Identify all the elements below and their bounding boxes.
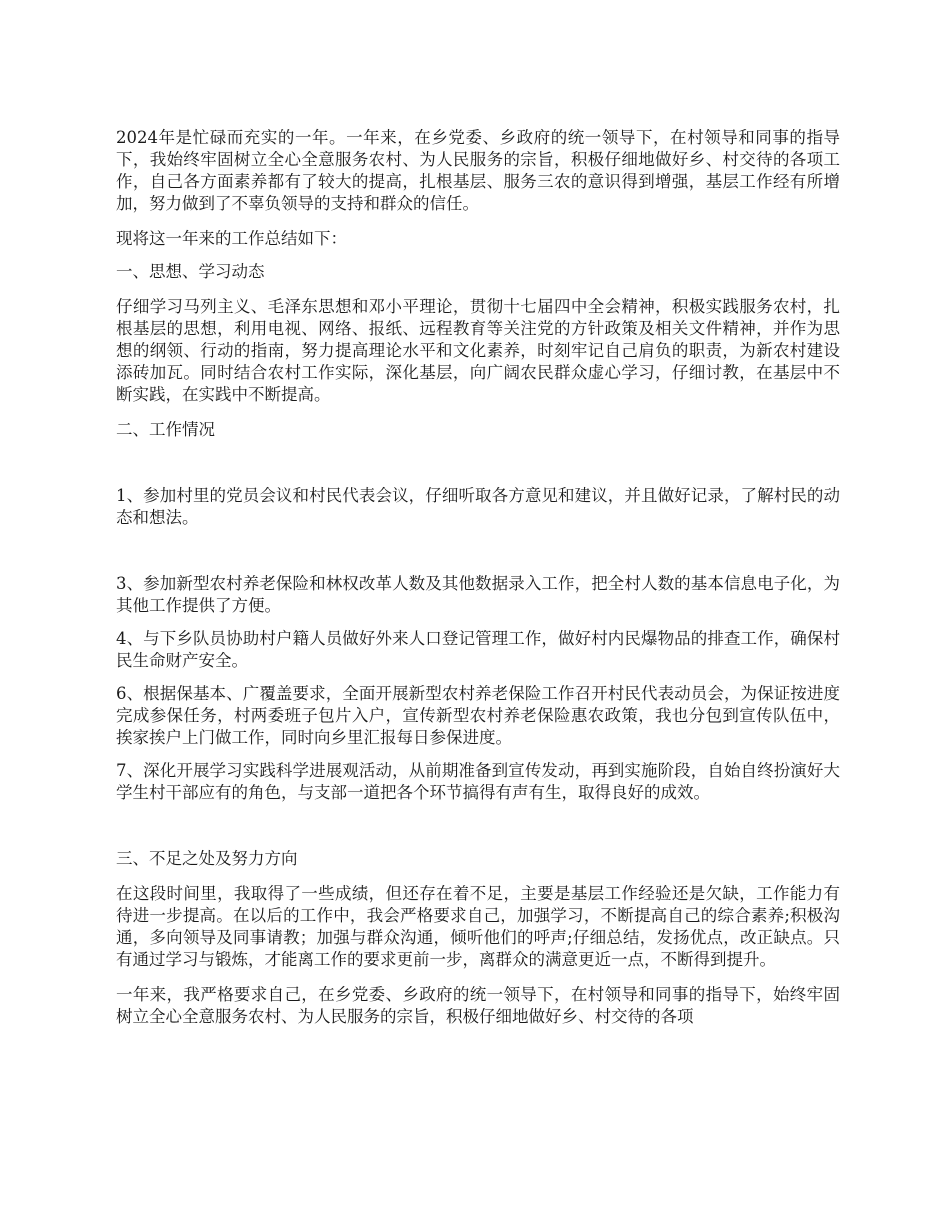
intro-paragraph: 2024年是忙碌而充实的一年。一年来，在乡党委、乡政府的统一领导下，在村领导和同事的指导下，我始终牢固树立全心全意服务农村、为人民服务的宗旨，积极仔细地做好乡、村交待的各项工作，自己各方面素养都有了较大的提高，扎根基层、服务三农的意识得到增强，基层工作经有所增加，努力做到了不辜负领导的支持和群众的信任。 (116, 128, 840, 213)
section-3-paragraph: 在这段时间里，我取得了一些成绩，但还存在着不足，主要是基层工作经验还是欠缺，工作能力有待进一步提高。在以后的工作中，我会严格要求自己，加强学习，不断提高自己的综合素养;积极沟通，多向领导及同事请教；加强与群众沟通，倾听他们的呼声;仔细总结，发扬优点，改正缺点。只有通过学习与锻炼，才能离工作的要求更前一步，离群众的满意更近一点，不断得到提升。 (116, 884, 840, 969)
work-item: 3、参加新型农村养老保险和林权改革人数及其他数据录入工作，把全村人数的基本信息电子化，为其他工作提供了方便。 (116, 574, 840, 615)
section-3-heading: 三、不足之处及努力方向 (116, 849, 298, 868)
work-item: 6、根据保基本、广覆盖要求，全面开展新型农村养老保险工作召开村民代表动员会，为保证按进度完成参保任务，村两委班子包片入户，宣传新型农村养老保险惠农政策，我也分包到宣传队伍中，挨家挨户上门做工作，同时向乡里汇报每日参保进度。 (116, 684, 840, 747)
section-1-heading: 一、思想、学习动态 (116, 262, 265, 281)
document-body (116, 127, 840, 1028)
section-1-paragraph: 仔细学习马列主义、毛泽东思想和邓小平理论，贯彻十七届四中全会精神，积极实践服务农村，扎根基层的思想，利用电视、网络、报纸、远程教育等关注党的方针政策及相关文件精神，并作为思想的纲领、行动的指南，努力提高理论水平和文化素养，时刻牢记自己肩负的职责，为新农村建设添砖加瓦。同时结合农村工作实际，深化基层，向广阔农民群众虚心学习，仔细讨教，在基层中不断实践，在实践中不断提高。 (116, 297, 840, 404)
work-item: 1、参加村里的党员会议和村民代表会议，仔细听取各方意见和建议，并且做好记录，了解村民的动态和想法。 (116, 486, 840, 527)
summary-lead: 现将这一年来的工作总结如下： (116, 229, 347, 248)
section-2-heading: 二、工作情况 (116, 420, 215, 439)
work-item: 4、与下乡队员协助村户籍人员做好外来人口登记管理工作，做好村内民爆物品的排查工作，确保村民生命财产安全。 (116, 629, 840, 670)
closing-paragraph: 一年来，我严格要求自己，在乡党委、乡政府的统一领导下，在村领导和同事的指导下，始终牢固树立全心全意服务农村、为人民服务的宗旨，积极仔细地做好乡、村交待的各项 (116, 985, 840, 1026)
work-item: 7、深化开展学习实践科学进展观活动，从前期准备到宣传发动，再到实施阶段，自始自终扮演好大学生村干部应有的角色，与支部一道把各个环节搞得有声有生，取得良好的成效。 (116, 761, 840, 802)
